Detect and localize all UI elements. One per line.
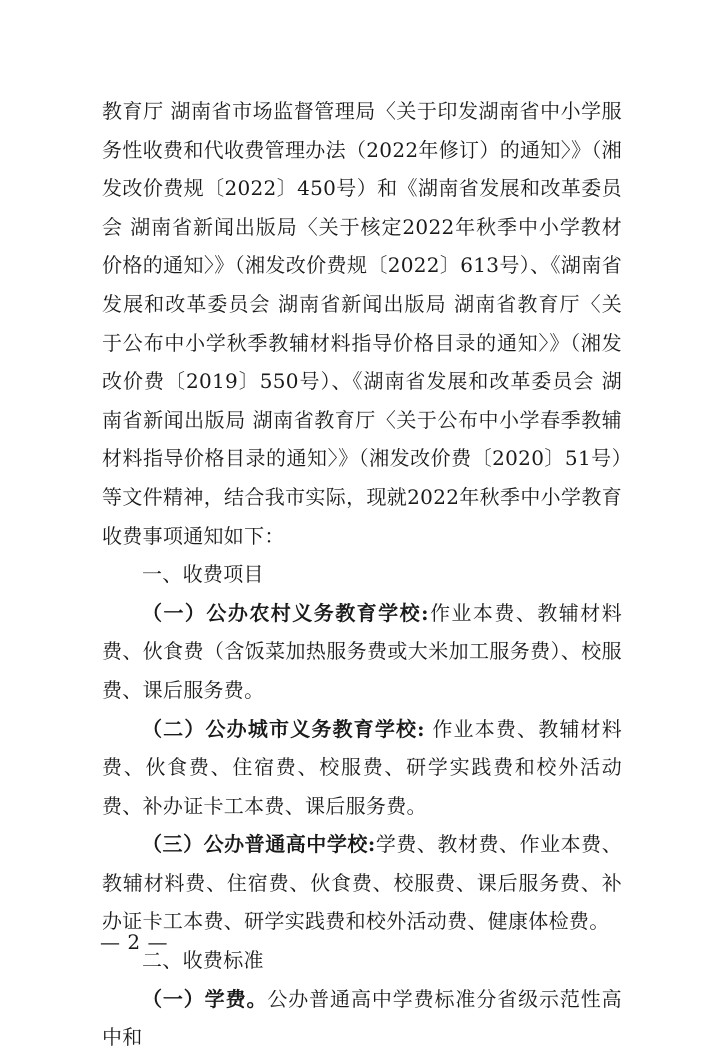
fee-item-urban-compulsory (102, 710, 622, 826)
item-label: （二）公办城市义务教育学校: (142, 716, 425, 741)
item-text: 作业本费、教辅材料费、伙食费（含饭菜加热服务费或大米加工服务费）、校服费、课后服务费。 (102, 600, 622, 702)
body-text (102, 92, 622, 1057)
page-number: — 2 — (100, 930, 168, 954)
item-text: 公办普通高中学费标准分省级示范性高中和 (102, 986, 622, 1050)
item-label: （一）学费。 (142, 986, 268, 1011)
section-heading-fee-standards: 二、收费标准 (142, 948, 264, 973)
section-heading-fee-items: 一、收费项目 (142, 562, 264, 587)
fee-item-high-school (102, 825, 622, 941)
item-label: （一）公办农村义务教育学校: (142, 600, 429, 625)
fee-item-rural-compulsory (102, 594, 622, 710)
fee-standard-tuition (102, 980, 622, 1057)
intro-paragraph: 教育厅 湖南省市场监督管理局〈关于印发湖南省中小学服务性收费和代收费管理办法（2022年修订）的通知〉》（湘发改价费规〔2022〕450号）和《湖南省发展和改革委员会 湖南省新闻出版局〈关于核定2022年秋季中小学教材价格的通知〉》（湘发改价费规〔2022〕613号）、《湖南省发展和改革委员会 湖南省新闻出版局 湖南省教育厅〈关于公布中小学秋季教辅材料指导价格目录的通知〉》（湘发改价费〔2019〕550号）、《湖南省发展和改革委员会 湖南省新闻出版局 湖南省教育厅〈关于公布中小学春季教辅材料指导价格目录的通知〉》（湘发改价费〔2020〕51号）等文件精神，结合我市实际，现就2022年秋季中小学教育收费事项通知如下： (102, 99, 622, 548)
item-text: 学费、教材费、作业本费、教辅材料费、住宿费、伙食费、校服费、课后服务费、补办证卡工本费、研学实践费和校外活动费、健康体检费。 (102, 832, 622, 934)
item-text: 作业本费、教辅材料费、伙食费、住宿费、校服费、研学实践费和校外活动费、补办证卡工本费、课后服务费。 (102, 716, 622, 818)
item-label: （三）公办普通高中学校: (142, 832, 376, 857)
